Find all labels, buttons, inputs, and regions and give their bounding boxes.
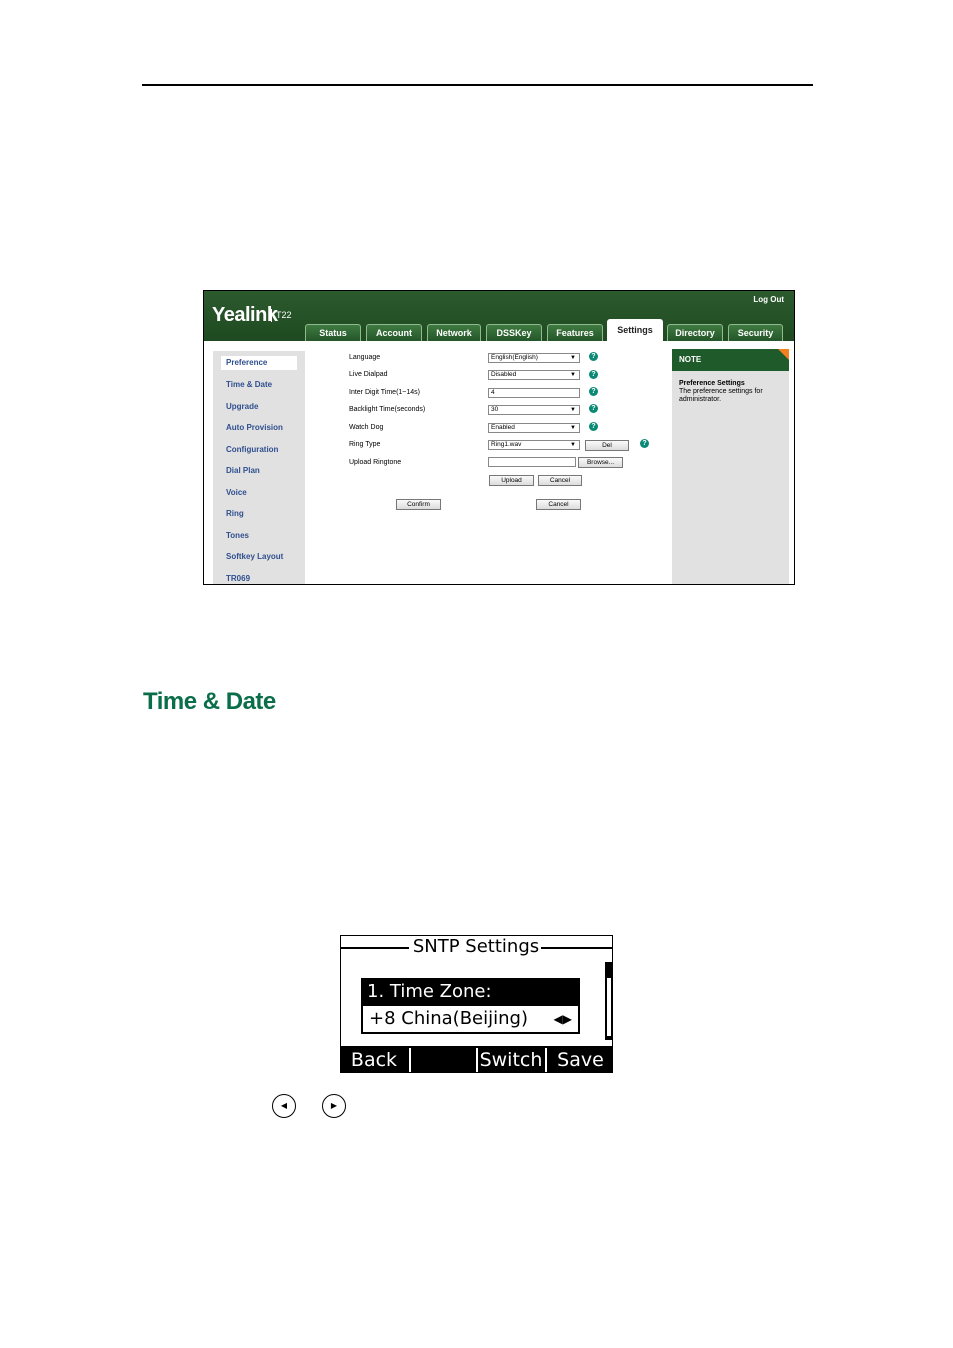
lcd-scrollbar-thumb (607, 978, 611, 1036)
tab-status[interactable]: Status (305, 324, 361, 341)
tab-account[interactable]: Account (366, 324, 422, 341)
ring-type-label: Ring Type (349, 441, 381, 448)
confirm-button[interactable]: Confirm (396, 499, 441, 510)
sidebar-item-preference[interactable]: Preference (221, 356, 297, 370)
language-label: Language (349, 354, 381, 361)
sidebar-item-dial-plan[interactable]: Dial Plan (226, 466, 260, 475)
sidebar-item-voice[interactable]: Voice (226, 488, 247, 497)
chevron-down-icon: ▼ (570, 425, 576, 431)
model-label: T22 (271, 309, 292, 322)
browse-button[interactable]: Browse... (578, 457, 623, 468)
live-dialpad-label: Live Dialpad (349, 371, 388, 378)
tab-settings[interactable]: Settings (607, 319, 663, 341)
watch-dog-value: Enabled (491, 424, 515, 431)
upload-cancel-button[interactable]: Cancel (538, 475, 582, 486)
ring-type-value: Ring1.wav (491, 441, 522, 448)
upload-ringtone-label: Upload Ringtone (349, 459, 402, 466)
tab-directory[interactable]: Directory (667, 324, 723, 341)
softkey-back[interactable]: Back (350, 1049, 398, 1071)
title-rule-left (341, 947, 409, 949)
language-value: English(English) (491, 354, 538, 361)
note-panel (672, 349, 789, 584)
phone-lcd-screenshot (340, 935, 613, 1073)
backlight-select[interactable] (488, 405, 580, 415)
delete-ring-button[interactable]: Del (585, 440, 629, 451)
softkey-switch[interactable]: Switch (479, 1049, 543, 1071)
upload-button[interactable]: Upload (489, 475, 534, 486)
lcd-title: SNTP Settings (412, 936, 540, 957)
softkey-bar (341, 1046, 613, 1073)
inter-digit-label: Inter Digit Time(1~14s) (349, 389, 420, 396)
cancel-button[interactable]: Cancel (536, 499, 581, 510)
sidebar-item-auto-provision[interactable]: Auto Provision (226, 423, 283, 432)
web-ui-header (204, 291, 794, 341)
softkey-save[interactable]: Save (557, 1049, 604, 1071)
right-navigation-key-icon: ▶ (322, 1094, 346, 1118)
note-header: NOTE (672, 349, 789, 371)
language-select[interactable] (488, 353, 580, 363)
tab-security[interactable]: Security (728, 324, 783, 341)
ringtone-file-input[interactable] (488, 457, 576, 467)
live-dialpad-select[interactable] (488, 370, 580, 380)
left-right-arrows-icon: ◀▶ (553, 1012, 572, 1026)
softkey-empty[interactable] (411, 1046, 475, 1073)
tab-dsskey[interactable]: DSSKey (486, 324, 542, 341)
chevron-down-icon: ▼ (570, 372, 576, 378)
note-corner-icon (778, 349, 789, 360)
lcd-item-value (361, 1006, 580, 1034)
sidebar-item-ring[interactable]: Ring (226, 509, 244, 518)
title-rule-right (541, 947, 613, 949)
sidebar-item-tones[interactable]: Tones (226, 531, 249, 540)
sidebar-item-tr069[interactable]: TR069 (226, 574, 251, 583)
backlight-label: Backlight Time(seconds) (349, 406, 426, 413)
help-icon[interactable]: ? (640, 439, 649, 448)
time-zone-value: +8 China(Beijing) (369, 1008, 528, 1029)
sidebar-item-time-date[interactable]: Time & Date (226, 380, 273, 389)
note-title: Preference Settings (679, 380, 745, 387)
backlight-value: 30 (491, 406, 499, 413)
settings-sidebar (213, 351, 305, 584)
sidebar-item-configuration[interactable]: Configuration (226, 445, 279, 454)
section-title: Time & Date (143, 688, 276, 715)
left-navigation-key-icon: ◀ (272, 1094, 296, 1118)
inter-digit-input[interactable]: 4 (488, 388, 580, 398)
chevron-down-icon: ▼ (570, 355, 576, 361)
lcd-item-label: 1. Time Zone: (361, 978, 580, 1006)
help-icon[interactable]: ? (589, 387, 598, 396)
chevron-down-icon: ▼ (570, 407, 576, 413)
help-icon[interactable]: ? (589, 352, 598, 361)
tab-features[interactable]: Features (547, 324, 603, 341)
help-icon[interactable]: ? (589, 370, 598, 379)
chevron-down-icon: ▼ (570, 442, 576, 448)
ring-type-select[interactable] (488, 440, 580, 450)
web-ui-screenshot (203, 290, 795, 585)
sidebar-item-upgrade[interactable]: Upgrade (226, 402, 259, 411)
live-dialpad-value: Disabled (491, 371, 517, 378)
help-icon[interactable]: ? (589, 404, 598, 413)
watch-dog-select[interactable] (488, 423, 580, 433)
tab-network[interactable]: Network (427, 324, 481, 341)
header-rule (142, 84, 813, 86)
brand-logo: Yealink (212, 304, 278, 326)
watch-dog-label: Watch Dog (349, 424, 384, 431)
sidebar-item-softkey-layout[interactable]: Softkey Layout (226, 552, 284, 561)
note-text: The preference settings for administrator. (679, 388, 763, 403)
help-icon[interactable]: ? (589, 422, 598, 431)
logout-link[interactable]: Log Out (753, 295, 784, 304)
